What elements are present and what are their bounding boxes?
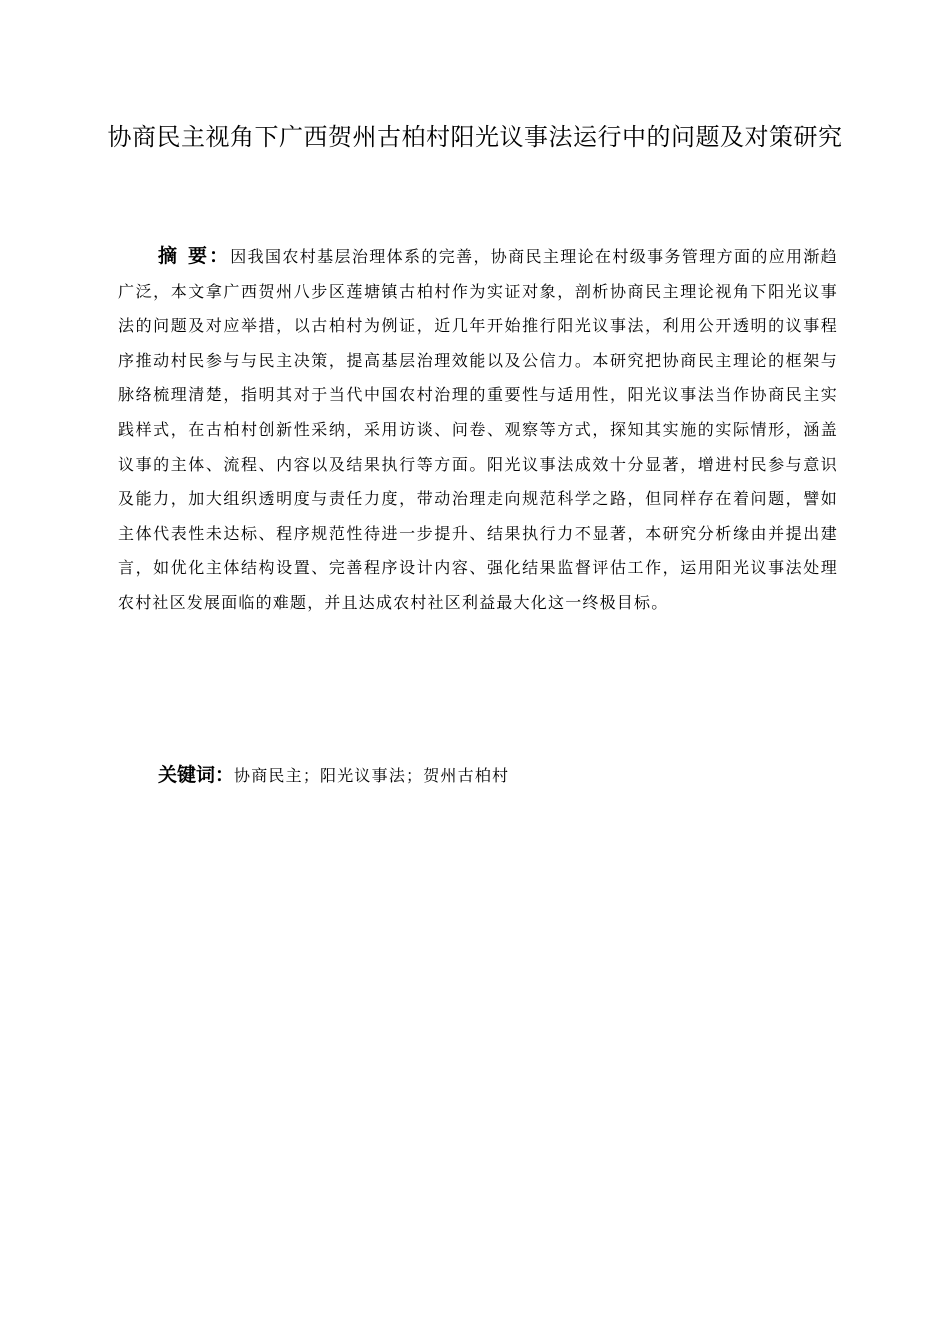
abstract-paragraph [118,239,838,621]
abstract-label: 摘 要： [158,245,231,267]
abstract-text: 因我国农村基层治理体系的完善，协商民主理论在村级事务管理方面的应用渐趋广泛，本文拿广西贺州八步区莲塘镇古柏村作为实证对象，剖析协商民主理论视角下阳光议事法的问题及对应举措，以古柏村为例证，近几年开始推行阳光议事法，利用公开透明的议事程序推动村民参与与民主决策，提高基层治理效能以及公信力。本研究把协商民主理论的框架与脉络梳理清楚，指明其对于当代中国农村治理的重要性与适用性，阳光议事法当作协商民主实践样式，在古柏村创新性采纳，采用访谈、问卷、观察等方式，探知其实施的实际情形，涵盖议事的主体、流程、内容以及结果执行等方面。阳光议事法成效十分显著，增进村民参与意识及能力，加大组织透明度与责任力度，带动治理走向规范科学之路，但同样存在着问题，譬如主体代表性未达标、程序规范性待进一步提升、结果执行力不显著，本研究分析缘由并提出建言，如优化主体结构设置、完善程序设计内容、强化结果监督评估工作，运用阳光议事法处理农村社区发展面临的难题，并且达成农村社区利益最大化这一终极目标。 [118,247,838,612]
keywords-label: 关键词： [158,764,235,786]
keywords-line [158,758,838,793]
paper-title: 协商民主视角下广西贺州古柏村阳光议事法运行中的问题及对策研究 [107,123,843,151]
keywords-text: 协商民主；阳光议事法；贺州古柏村 [234,766,510,785]
